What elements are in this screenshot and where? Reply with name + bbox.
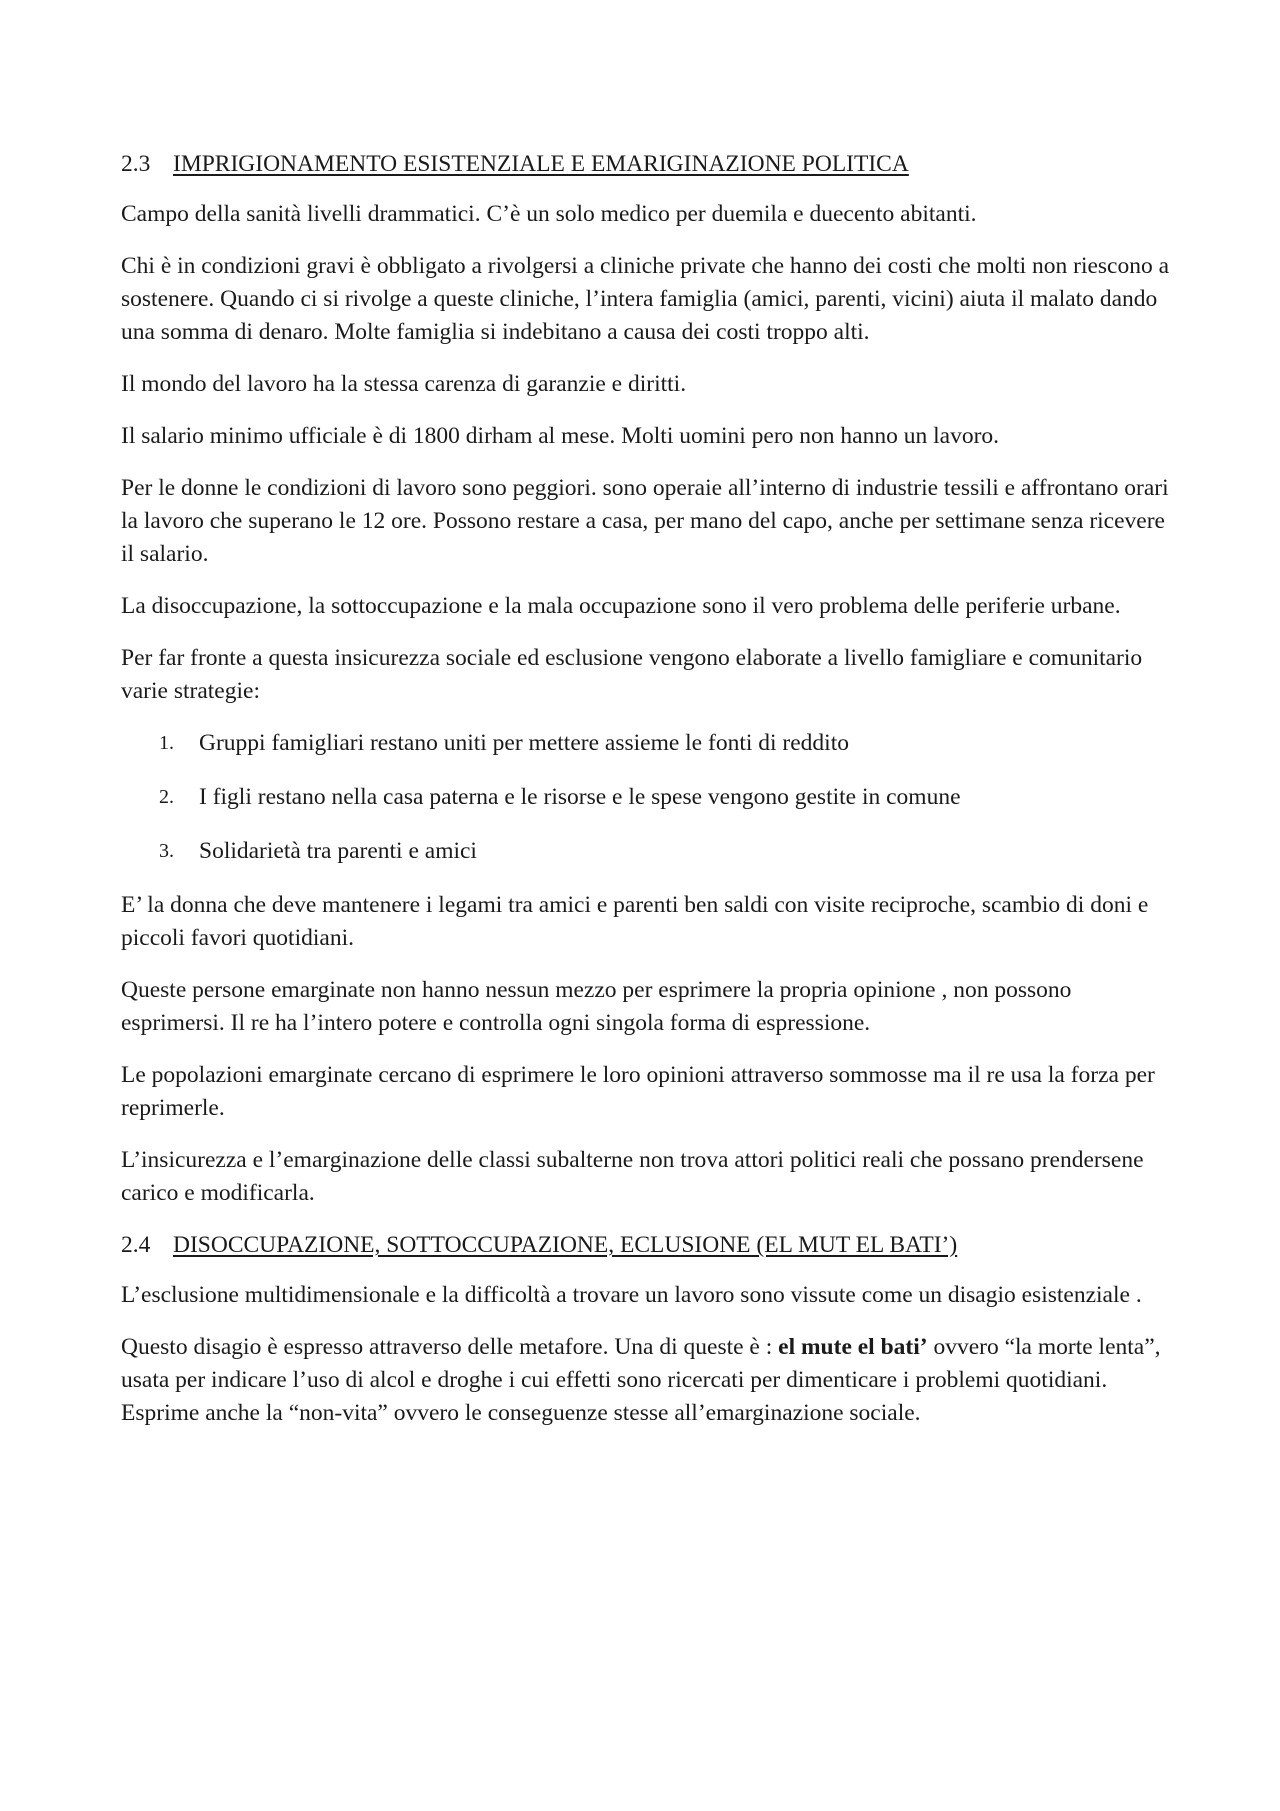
strategies-list xyxy=(121,727,1171,868)
list-marker: 3. xyxy=(159,840,174,862)
section-heading-2-3 xyxy=(121,148,1171,181)
section-heading-2-4 xyxy=(121,1229,1171,1262)
list-marker: 2. xyxy=(159,786,174,808)
list-item-text: I figli restano nella casa paterna e le risorse e le spese vengono gestite in comune xyxy=(199,784,961,810)
list-item xyxy=(121,727,1171,760)
list-marker: 1. xyxy=(159,732,174,754)
paragraph: Le popolazioni emarginate cercano di esprimere le loro opinioni attraverso sommosse ma il re usa la forza per reprimerle. xyxy=(121,1062,1155,1121)
section-title: DISOCCUPAZIONE, SOTTOCCUPAZIONE, ECLUSIONE (EL MUT EL BATI’) xyxy=(173,1232,958,1258)
paragraph: Queste persone emarginate non hanno nessun mezzo per esprimere la propria opinione , non possono esprimersi. Il re ha l’intero potere e controlla ogni singola forma di espressione. xyxy=(121,977,1072,1036)
list-item xyxy=(121,835,1171,868)
paragraph: La disoccupazione, la sottoccupazione e la mala occupazione sono il vero problema delle periferie urbane. xyxy=(121,593,1121,619)
paragraph: Il salario minimo ufficiale è di 1800 dirham al mese. Molti uomini pero non hanno un lavoro. xyxy=(121,423,1000,449)
paragraph: Chi è in condizioni gravi è obbligato a rivolgersi a cliniche private che hanno dei costi che molti non riescono a sostenere. Quando ci si rivolge a queste cliniche, l’intera famiglia (amici, parenti, vicini) aiuta il malato dando una somma di denaro. Molte famiglia si indebitano a causa dei costi troppo alti. xyxy=(121,253,1170,345)
section-number: 2.4 xyxy=(121,1232,151,1258)
section-title: IMPRIGIONAMENTO ESISTENZIALE E EMARIGINAZIONE POLITICA xyxy=(173,151,909,177)
bold-term: el mute el bati’ xyxy=(778,1334,928,1360)
list-item-text: Solidarietà tra parenti e amici xyxy=(199,838,477,864)
paragraph: Per far fronte a questa insicurezza sociale ed esclusione vengono elaborate a livello famigliare e comunitario varie strategie: xyxy=(121,645,1143,704)
list-item-text: Gruppi famigliari restano uniti per mettere assieme le fonti di reddito xyxy=(199,730,849,756)
document-body xyxy=(121,148,1171,1449)
section-number: 2.3 xyxy=(121,151,151,177)
paragraph: Per le donne le condizioni di lavoro sono peggiori. sono operaie all’interno di industrie tessili e affrontano orari la lavoro che superano le 12 ore. Possono restare a casa, per mano del capo, anche per settimane senza ricevere il salario. xyxy=(121,475,1169,567)
paragraph: E’ la donna che deve mantenere i legami tra amici e parenti ben saldi con visite reciproche, scambio di doni e piccoli favori quotidiani. xyxy=(121,892,1149,951)
paragraph: L’esclusione multidimensionale e la difficoltà a trovare un lavoro sono vissute come un disagio esistenziale . xyxy=(121,1282,1142,1308)
paragraph-with-bold-term xyxy=(121,1331,1171,1430)
paragraph: L’insicurezza e l’emarginazione delle classi subalterne non trova attori politici reali che possano prendersene carico e modificarla. xyxy=(121,1147,1144,1206)
text-run: ovvero “la morte lenta”, usata per indicare l’uso di alcol e droghe i cui effetti sono ricercati per dimenticare i problemi quotidiani. Esprime anche la “non-vita” ovvero le conseguenze stesse all’emarginazione sociale. xyxy=(121,1334,1161,1426)
paragraph: Il mondo del lavoro ha la stessa carenza di garanzie e diritti. xyxy=(121,371,687,397)
paragraph: Campo della sanità livelli drammatici. C’è un solo medico per duemila e duecento abitanti. xyxy=(121,201,977,227)
text-run: Questo disagio è espresso attraverso delle metafore. Una di queste è : xyxy=(121,1334,779,1360)
list-item xyxy=(121,781,1171,814)
